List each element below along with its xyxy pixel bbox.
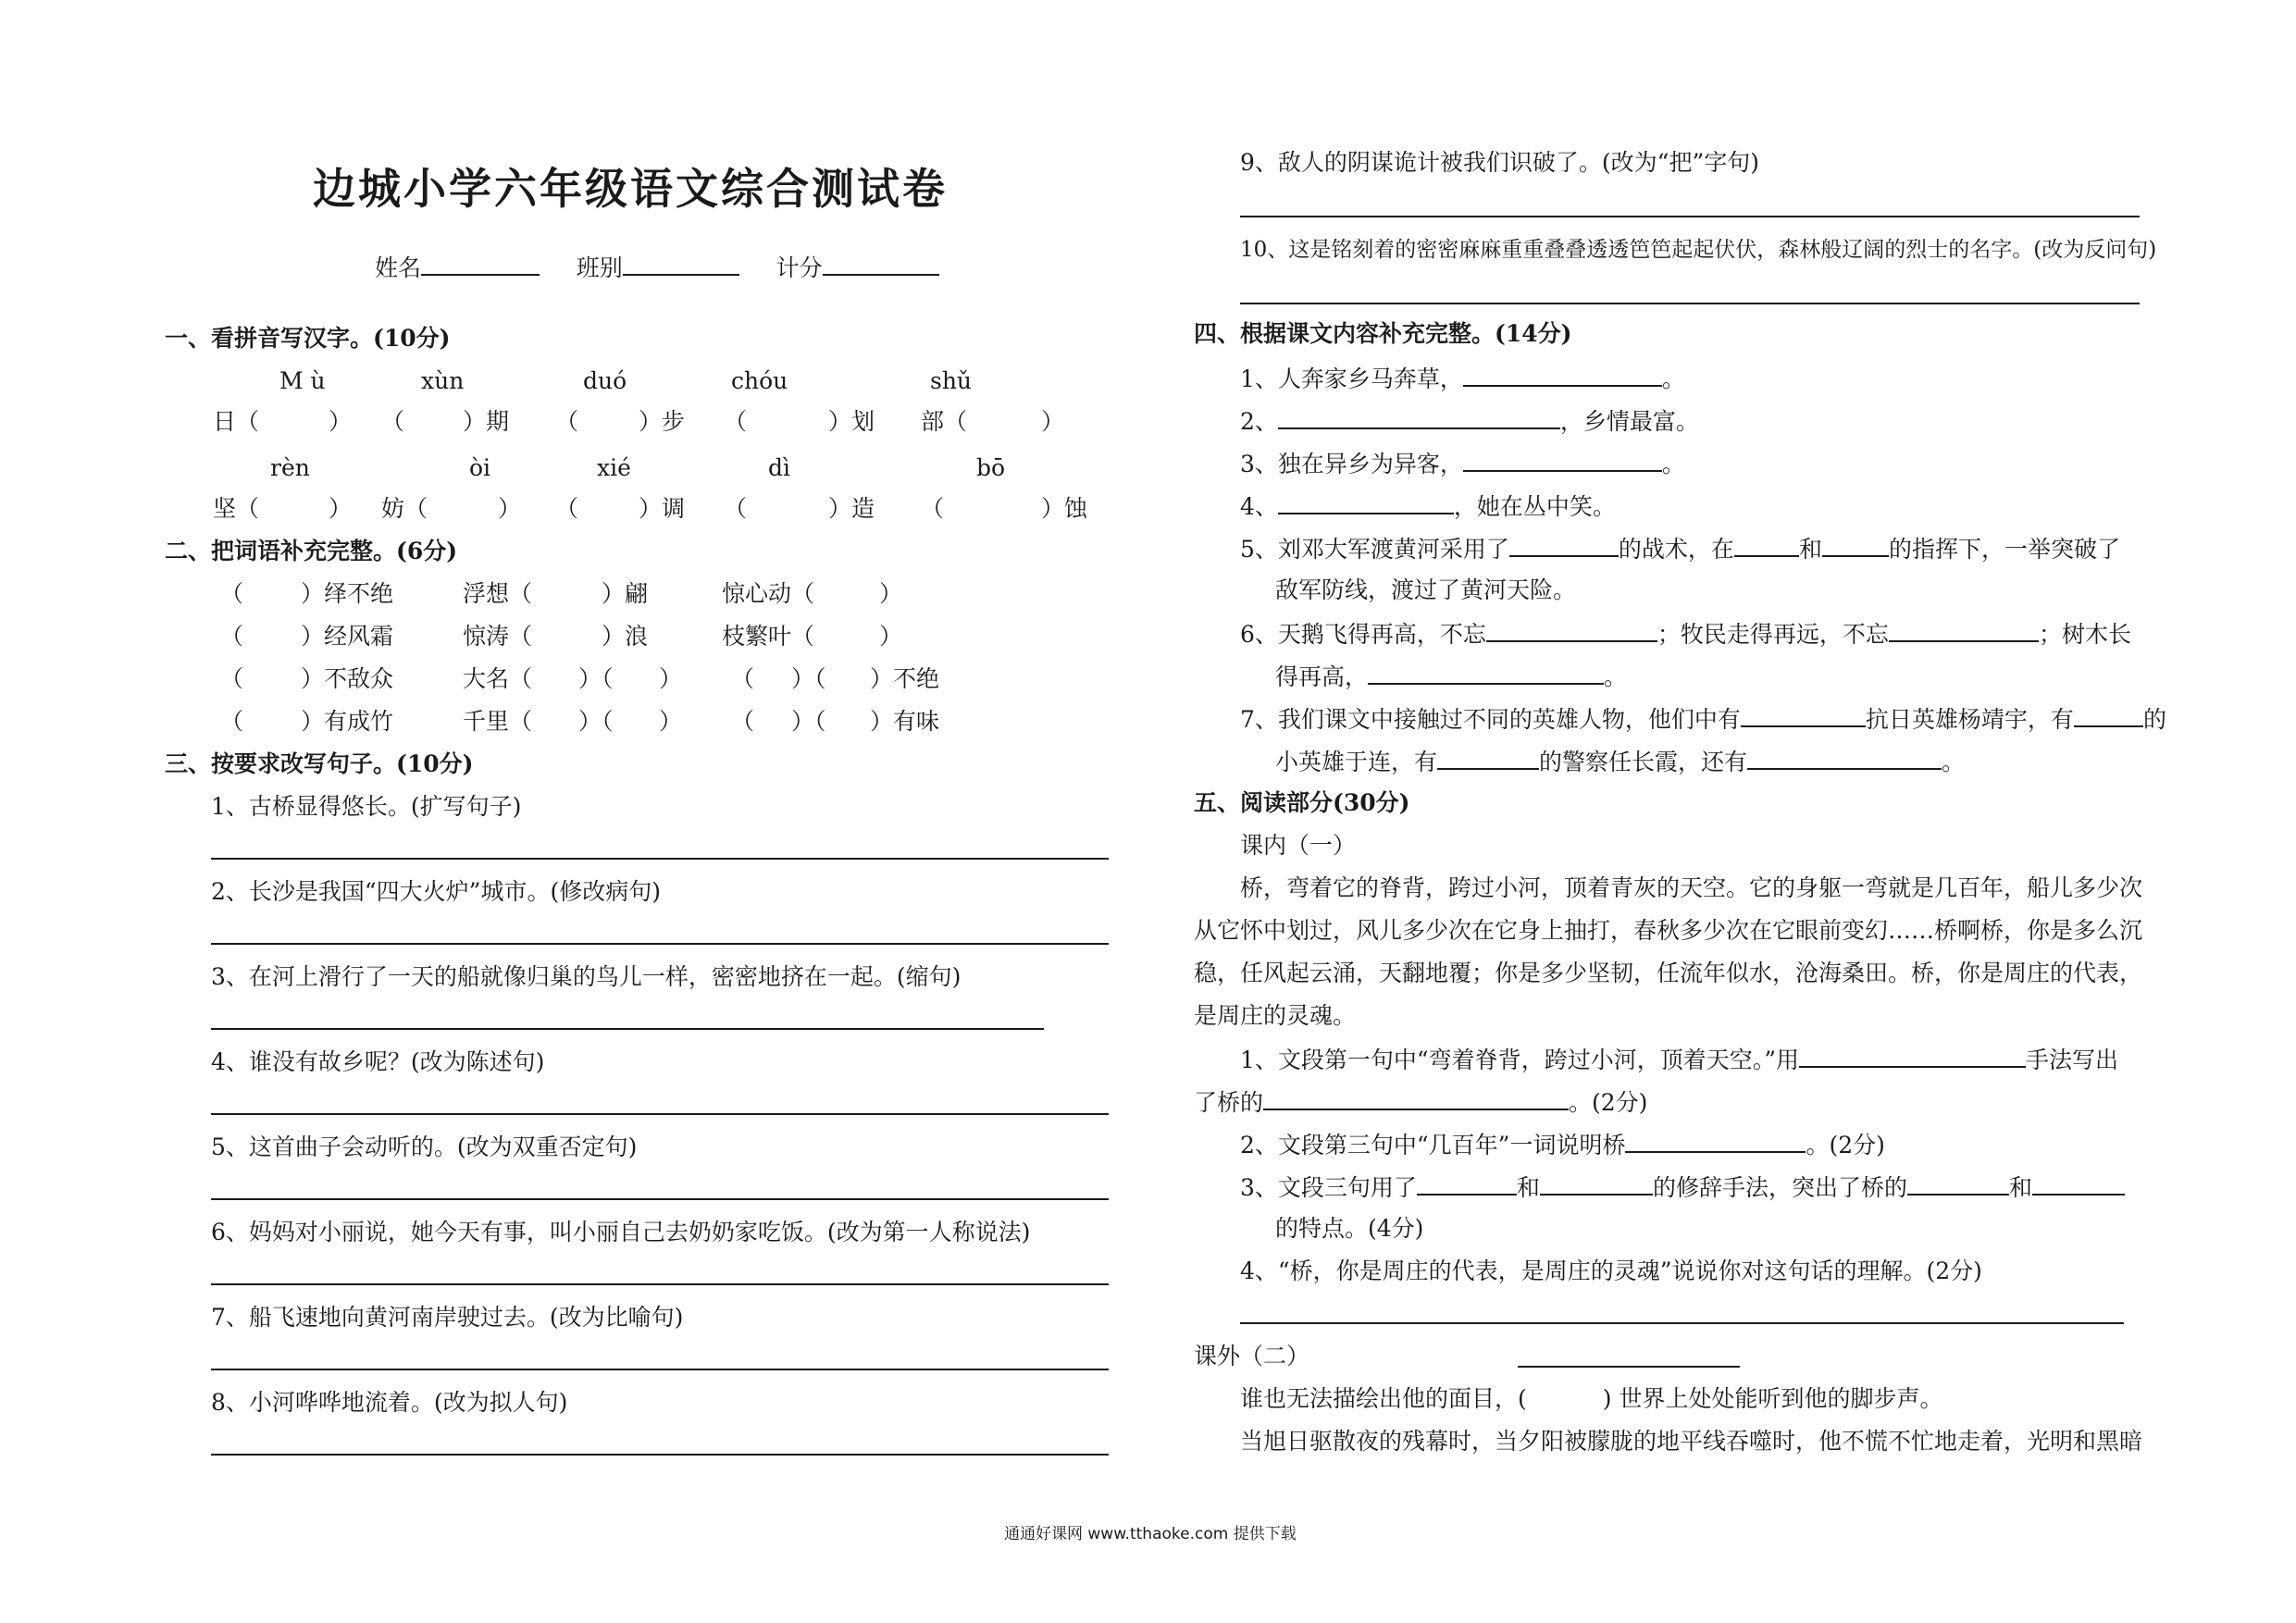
- cell: ）: [879, 623, 903, 650]
- answer-line[interactable]: [211, 1369, 1109, 1370]
- answer-line[interactable]: [211, 1283, 1109, 1285]
- cell: 惊心动（: [722, 580, 815, 607]
- cell: ）步: [639, 408, 686, 435]
- cell: ）翩: [602, 580, 649, 607]
- cell: ）（: [791, 708, 826, 735]
- blank[interactable]: [1263, 1086, 1569, 1110]
- blank[interactable]: [1278, 490, 1454, 514]
- blank[interactable]: [1741, 703, 1866, 727]
- answer-line[interactable]: [211, 1454, 1109, 1456]
- cell: （: [921, 495, 945, 522]
- text: 了桥的: [1194, 1089, 1264, 1116]
- reading-q3: [1240, 1171, 2125, 1203]
- blank[interactable]: [2032, 1171, 2125, 1196]
- fill-item-6-cont: [1275, 661, 1627, 692]
- text: 的指挥下，一举突破了: [1888, 536, 2120, 563]
- pinyin: xùn: [421, 367, 465, 394]
- text: 得再高，: [1275, 663, 1369, 690]
- text: 的警察任长霞，还有: [1539, 749, 1748, 775]
- fill-item-7-cont: [1275, 746, 1965, 777]
- fill-item-7: [1240, 703, 2166, 735]
- text: 的修辞手法，突出了桥的: [1652, 1174, 1907, 1201]
- passage-line: 稳，任风起云涌，天翻地覆；你是多少坚韧，任流年似水，沧海桑田。桥，你是周庄的代表，: [1194, 960, 2143, 986]
- section-3-heading: 三、按要求改写句子。(10分): [165, 750, 474, 777]
- text: 7、我们课文中接触过不同的英雄人物，他们中有: [1240, 706, 1741, 733]
- blank[interactable]: [2074, 703, 2143, 727]
- rewrite-item-6: 6、妈妈对小丽说，她今天有事，叫小丽自己去奶奶家吃饭。(改为第一人称说法): [211, 1219, 1031, 1245]
- rewrite-item-2: 2、长沙是我国“四大火炉”城市。(修改病句): [211, 878, 661, 905]
- fill-item-3: [1240, 448, 1685, 479]
- cell: ）: [659, 708, 683, 735]
- pinyin: M ù: [279, 367, 326, 394]
- cell: ）: [659, 665, 683, 692]
- cell: （: [724, 408, 748, 435]
- cell: （: [220, 665, 244, 692]
- answer-line[interactable]: [211, 1113, 1109, 1115]
- extra-passage-line-2: 当旭日驱散夜的残幕时，当夕阳被朦胧的地平线吞噬时，他不慌不忙地走着，光明和黑暗: [1240, 1428, 2143, 1455]
- cell: 浮想（: [463, 580, 533, 607]
- cell: ）有成竹: [301, 708, 394, 735]
- rewrite-item-8: 8、小河哗哗地流着。(改为拟人句): [211, 1389, 568, 1416]
- text: 。: [1942, 749, 1966, 775]
- student-info-line: [375, 252, 939, 283]
- cell: ）蚀: [1041, 495, 1088, 522]
- cell: （: [555, 495, 579, 522]
- rewrite-item-3: 3、在河上滑行了一天的船就像归巢的鸟儿一样，密密地挤在一起。(缩句): [211, 963, 962, 990]
- blank[interactable]: [1889, 618, 2039, 642]
- cell: ）调: [639, 495, 686, 522]
- title-blank[interactable]: [1518, 1366, 1740, 1368]
- text: ，乡情最富。: [1559, 408, 1699, 435]
- score-field[interactable]: [823, 252, 939, 276]
- pinyin: rèn: [270, 454, 310, 481]
- pinyin: shǔ: [930, 367, 973, 394]
- reading-q1-cont: [1194, 1086, 1647, 1118]
- fill-item-2: [1240, 405, 1699, 437]
- cell: ）经风霜: [301, 623, 394, 650]
- cell: 枝繁叶（: [722, 623, 815, 650]
- text: 3、文段三句用了: [1240, 1174, 1417, 1201]
- cell: ）: [1041, 408, 1065, 435]
- text: 3、独在异乡为异客，: [1240, 451, 1463, 477]
- extra-passage-line-1: [1240, 1384, 1942, 1414]
- text: 。: [1661, 365, 1685, 392]
- text: ；树木长: [2038, 621, 2131, 648]
- blank[interactable]: [1463, 448, 1662, 472]
- name-label: 姓名: [375, 254, 422, 281]
- blank[interactable]: [1822, 533, 1889, 557]
- text: 2、: [1240, 408, 1278, 435]
- blank[interactable]: [1486, 618, 1657, 642]
- text: 谁也无法描绘出他的面目，(: [1240, 1385, 1527, 1412]
- cell: 千里（: [463, 708, 533, 735]
- answer-line[interactable]: [211, 1198, 1109, 1200]
- text: 的: [2142, 706, 2166, 733]
- text: 。: [1604, 663, 1628, 690]
- answer-line[interactable]: [1240, 303, 2140, 304]
- text: 1、文段第一句中“弯着脊背，跨过小河，顶着天空。”用: [1240, 1047, 1799, 1073]
- cell: ）: [879, 580, 903, 607]
- text: 5、刘邓大军渡黄河采用了: [1240, 536, 1509, 563]
- subsection-in-class: 课内（一）: [1240, 832, 1357, 859]
- fill-item-5: [1240, 533, 2120, 564]
- cell: （: [220, 708, 244, 735]
- blank[interactable]: [1907, 1171, 2009, 1196]
- cell: ）: [329, 408, 353, 435]
- section-2-heading: 二、把词语补充完整。(6分): [165, 538, 458, 564]
- pinyin: chóu: [731, 367, 788, 394]
- rewrite-item-10: 10、这是铭刻着的密密麻麻重重叠叠透透笆笆起起伏伏，森林般辽阔的烈士的名字。(改为反问句): [1240, 238, 2157, 262]
- cell: ）不绝: [870, 665, 940, 692]
- pinyin: duó: [583, 367, 627, 394]
- cell: （: [724, 495, 748, 522]
- text: 抗日英雄杨靖宇，有: [1865, 706, 2074, 733]
- footer-text: 通通好课网 www.tthaoke.com 提供下载: [1004, 1525, 1297, 1543]
- reading-q2: [1240, 1129, 1885, 1160]
- cell: 日（: [213, 408, 260, 435]
- text: 和: [1798, 536, 1822, 563]
- text: ) 世界上处处能听到他的脚步声。: [1602, 1385, 1943, 1412]
- class-field[interactable]: [623, 252, 739, 276]
- cell: ）（: [578, 665, 614, 692]
- cell: ）: [329, 495, 353, 522]
- cell: ）（: [578, 708, 614, 735]
- text: ；牧民走得再远，不忘: [1657, 621, 1889, 648]
- text: 。: [1661, 451, 1685, 477]
- cell: （: [220, 580, 244, 607]
- answer-line[interactable]: [1240, 216, 2140, 217]
- cell: ）绎不绝: [301, 580, 394, 607]
- fill-item-5-cont: 敌军防线，渡过了黄河天险。: [1275, 576, 1577, 603]
- text: 手法写出: [2025, 1047, 2118, 1073]
- section-4-heading: 四、根据课文内容补充完整。(14分): [1194, 320, 1572, 347]
- fill-item-4: [1240, 490, 1616, 522]
- class-label: 班别: [576, 254, 623, 281]
- text: 小英雄于连，有: [1275, 749, 1438, 775]
- section-1-heading: 一、看拼音写汉字。(10分): [165, 325, 451, 352]
- blank[interactable]: [1437, 746, 1539, 770]
- fill-item-6: [1240, 618, 2131, 650]
- blank[interactable]: [1625, 1129, 1806, 1153]
- text: 6、天鹅飞得再高，不忘: [1240, 621, 1486, 648]
- blank[interactable]: [1368, 661, 1604, 685]
- cell: （: [555, 408, 579, 435]
- cell: （: [220, 623, 244, 650]
- reading-q3-cont: 的特点。(4分): [1275, 1215, 1424, 1242]
- rewrite-item-9: 9、敌人的阴谋诡计被我们识破了。(改为“把”字句): [1240, 149, 1759, 176]
- name-field[interactable]: [421, 252, 540, 276]
- answer-line[interactable]: [1240, 1322, 2124, 1324]
- cell: 部（: [921, 408, 968, 435]
- reading-q4: 4、“桥，你是周庄的代表，是周庄的灵魂”说说你对这句话的理解。(2分): [1240, 1258, 1982, 1284]
- cell: ）: [498, 495, 522, 522]
- text: 1、人奔家乡马奔草，: [1240, 365, 1463, 392]
- answer-line[interactable]: [211, 943, 1109, 945]
- text: 和: [2008, 1174, 2032, 1201]
- text: ，她在丛中笑。: [1453, 493, 1616, 520]
- pinyin: dì: [768, 454, 790, 481]
- cell: ）有味: [870, 708, 940, 735]
- blank[interactable]: [1540, 1171, 1653, 1196]
- text: 的战术，在: [1618, 536, 1734, 563]
- text: 2、文段第三句中“几百年”一词说明桥: [1240, 1132, 1626, 1158]
- pinyin: xié: [597, 454, 631, 481]
- subsection-extra: 课外（二）: [1194, 1343, 1310, 1369]
- cell: ）期: [463, 408, 510, 435]
- blank[interactable]: [1734, 533, 1799, 557]
- cell: （: [381, 408, 405, 435]
- cell: （: [731, 665, 755, 692]
- cell: 妨（: [381, 495, 428, 522]
- passage-line: 从它怀中划过，风儿多少次在它身上抽打，春秋多少次在它眼前变幻……桥啊桥，你是多么沉: [1194, 917, 2143, 944]
- passage-line: 桥，弯着它的脊背，跨过小河，顶着青灰的天空。它的身躯一弯就是几百年，船儿多少次: [1240, 874, 2143, 901]
- rewrite-item-1: 1、古桥显得悠长。(扩写句子): [211, 793, 522, 820]
- reading-q1: [1240, 1044, 2118, 1075]
- rewrite-item-7: 7、船飞速地向黄河南岸驶过去。(改为比喻句): [211, 1304, 684, 1331]
- score-label: 计分: [776, 254, 823, 281]
- cell: ）浪: [602, 623, 649, 650]
- cell: （: [731, 708, 755, 735]
- text: 4、: [1240, 493, 1278, 520]
- rewrite-item-4: 4、谁没有故乡呢？(改为陈述句): [211, 1048, 545, 1075]
- section-5-heading: 五、阅读部分(30分): [1194, 789, 1410, 816]
- text: 。(2分): [1806, 1132, 1885, 1158]
- cell: 大名（: [463, 665, 533, 692]
- cell: ）划: [828, 408, 875, 435]
- page-title: 边城小学六年级语文综合测试卷: [313, 164, 948, 214]
- cell: 惊涛（: [463, 623, 533, 650]
- rewrite-item-5: 5、这首曲子会动听的。(改为双重否定句): [211, 1134, 638, 1160]
- answer-line[interactable]: [211, 858, 1109, 860]
- text: 。(2分): [1569, 1089, 1648, 1116]
- blank[interactable]: [1463, 363, 1662, 387]
- pinyin: òi: [469, 454, 491, 481]
- passage-line: 是周庄的灵魂。: [1194, 1002, 1357, 1029]
- blank[interactable]: [1417, 1171, 1517, 1196]
- blank[interactable]: [1509, 533, 1619, 557]
- fill-item-1: [1240, 363, 1685, 394]
- pinyin: bō: [976, 454, 1006, 481]
- cell: 坚（: [213, 495, 260, 522]
- blank[interactable]: [1799, 1044, 2026, 1068]
- answer-line[interactable]: [211, 1028, 1044, 1030]
- cell: ）（: [791, 665, 826, 692]
- blank[interactable]: [1747, 746, 1942, 770]
- blank[interactable]: [1278, 405, 1560, 429]
- cell: ）不敌众: [301, 665, 394, 692]
- text: 和: [1516, 1174, 1540, 1201]
- cell: ）造: [828, 495, 875, 522]
